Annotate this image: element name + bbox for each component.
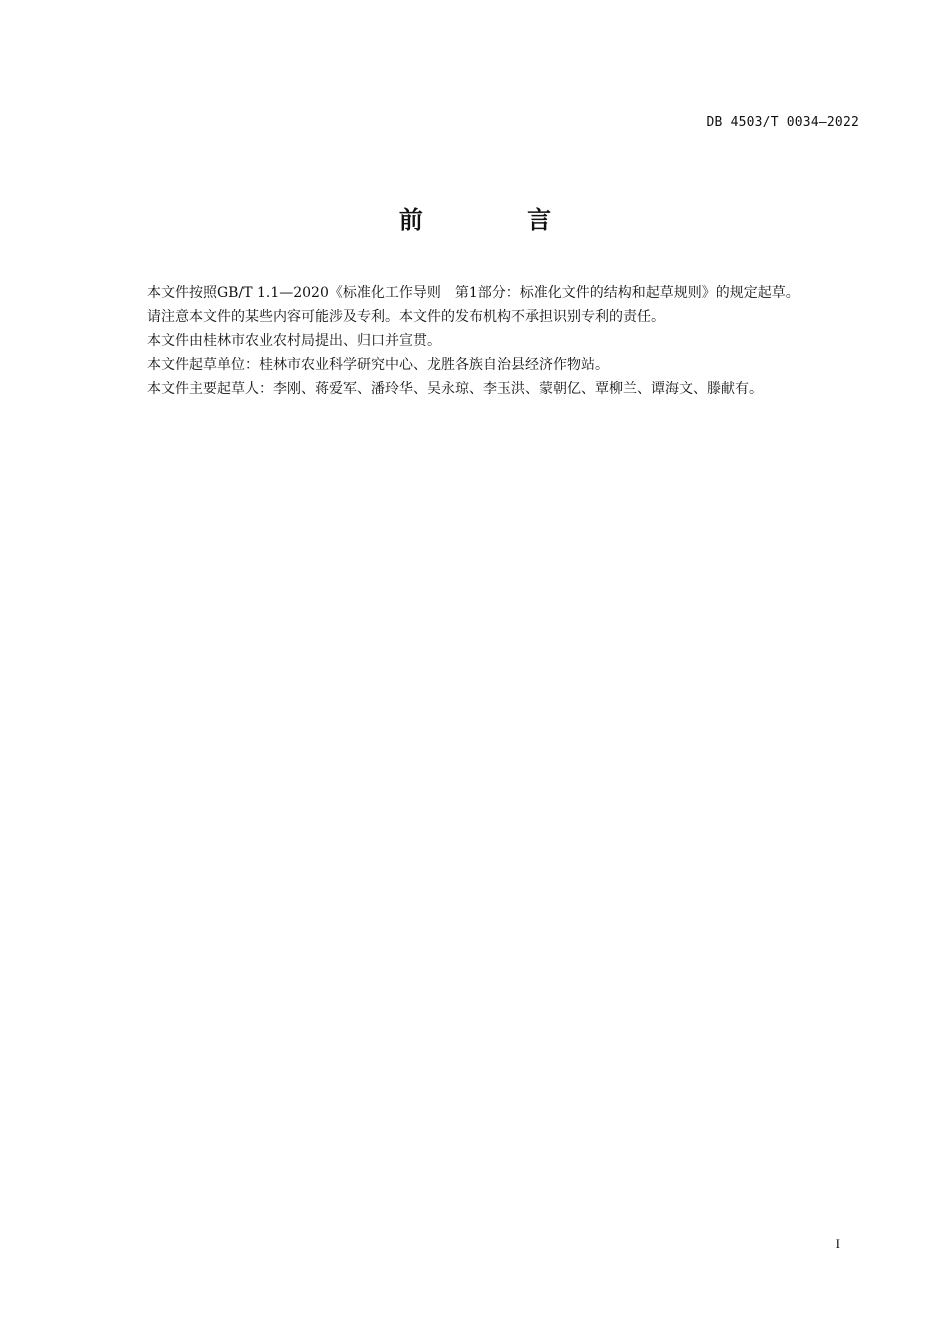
paragraph-drafting-basis: 本文件按照GB/T 1.1—2020《标准化工作导则 第1部分：标准化文件的结构和起草规则》的规定起草。 — [147, 285, 800, 301]
paragraph-drafters: 本文件主要起草人：李刚、蒋爱军、潘玲华、吴永琼、李玉洪、蒙朝亿、覃柳兰、谭海文、滕献有。 — [147, 381, 763, 397]
preface-body — [113, 281, 859, 401]
paragraph-drafting-units: 本文件起草单位：桂林市农业科学研究中心、龙胜各族自治县经济作物站。 — [147, 357, 609, 373]
document-code: DB 4503/T 0034—2022 — [706, 115, 859, 130]
page-number: I — [835, 1236, 840, 1251]
page-title: 前 言 — [398, 206, 600, 234]
paragraph-patent-notice: 请注意本文件的某些内容可能涉及专利。本文件的发布机构不承担识别专利的责任。 — [147, 309, 665, 325]
paragraph-proposer: 本文件由桂林市农业农村局提出、归口并宣贯。 — [147, 333, 441, 349]
